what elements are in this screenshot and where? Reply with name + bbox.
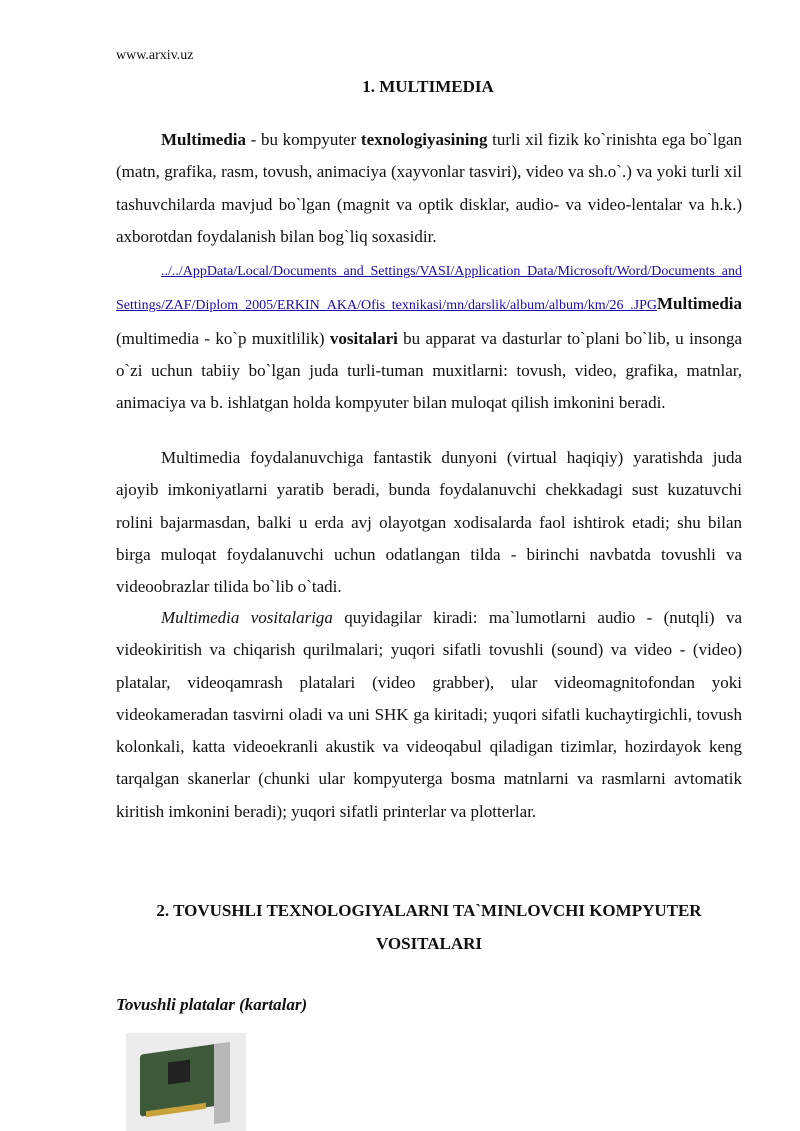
chip-shape — [168, 1059, 190, 1084]
paragraph-definition — [116, 124, 742, 253]
term-multimedia: Multimedia — [161, 130, 246, 149]
paragraph-virtual: Multimedia foydalanuvchiga fantastik dunyoni (virtual haqiqiy) yaratishda juda ajoyib imkoniyatlarni yaratib beradi, bunda foydalanuvchi chekkadagi sust kuzatuvchi rolini bajarmasdan, balki u erda avj olayotgan xodisalarda faol ishtirok etadi; shu bilan birga muloqat foydalanuvchi uchun odatlangan tilda - birinchi navbatda tovushli va videoobrazlar tilida bo`lib o`tadi. — [116, 448, 742, 597]
section-title-tovushli: 2. TOVUSHLI TEXNOLOGIYALARNI TA`MINLOVCHI KOMPYUTER VOSITALARI — [156, 901, 702, 953]
term-multimedia-vositalariga: Multimedia vositalariga — [161, 608, 333, 627]
term-texnologiya: texnologiyasining — [360, 130, 488, 149]
paragraph-text: (multimedia - ko`p muxitlilik) — [116, 328, 330, 348]
image-link[interactable]: ../../AppData/Local/Documents and Settings/VASI/Application Data/Microsoft/Word/Documents and Settings/ZAF/Diplom_2005/ERKIN_AKA/Ofis texnikasi/mn/darslik/album/album/km/26 .JPG — [116, 264, 742, 314]
paragraph-text: quyidagilar kiradi: ma`lumotlarni audio - (nutqli) va videokiritish va chiqarish qurilmalari; yuqori sifatli tovushli (sound) va video - (video) platalar, videoqamrash platalari (video grabber), ular videomagnitofondan yoki videokameradan tasvirni oladi va uni SHK ga kiritadi; yuqori sifatli kuchaytirgichli, tovush kolonkali, katta videoekranli akustik va videoqabul qiladigan tizimlar, hozirdayok keng tarqalgan skanerlar (chunki ular kompyuterga bosma matnlarni va rasmlarni avtomatik kiritish imkonini beradi); yuqori sifatli printerlar va plotterlar. — [116, 608, 742, 821]
site-header: www.arxiv.uz — [116, 48, 194, 63]
section-title-multimedia: 1. MULTIMEDIA — [362, 77, 494, 96]
paragraph-text: turli xil fizik ko`rinishta ega bo`lgan (matn, grafika, rasm, tovush, animaciya (xayvonlar tasviri), video va sh.o`.) va yoki turli xil tashuvchilarda mavjud bo`lgan (magnit va optik disklar, audio- va video-lentalar va h.k.) axborotdan foydalanish bilan bog`liq soxasidir. — [116, 130, 742, 246]
subsection-title-platalar: Tovushli platalar (kartalar) — [116, 995, 308, 1014]
paragraph-text: - bu kompyuter — [246, 130, 361, 149]
term-multimedia: Multimedia — [657, 294, 742, 314]
paragraph-vositalar-list — [116, 602, 742, 828]
paragraph-text: bu apparat va dasturlar to`plani bo`lib, u insonga o`zi uchun tabiiy bo`lgan juda turli-tuman muxitlarni: tovush, video, grafika, matnlar, animaciya va b. ishlatgan holda kompyuter bilan muloqat qilish imkonini beradi. — [116, 328, 742, 413]
bracket-shape — [214, 1042, 230, 1124]
paragraph-vositalari — [116, 254, 742, 419]
term-vositalari: vositalari — [329, 328, 398, 348]
sound-card-photo-icon — [126, 1033, 246, 1131]
